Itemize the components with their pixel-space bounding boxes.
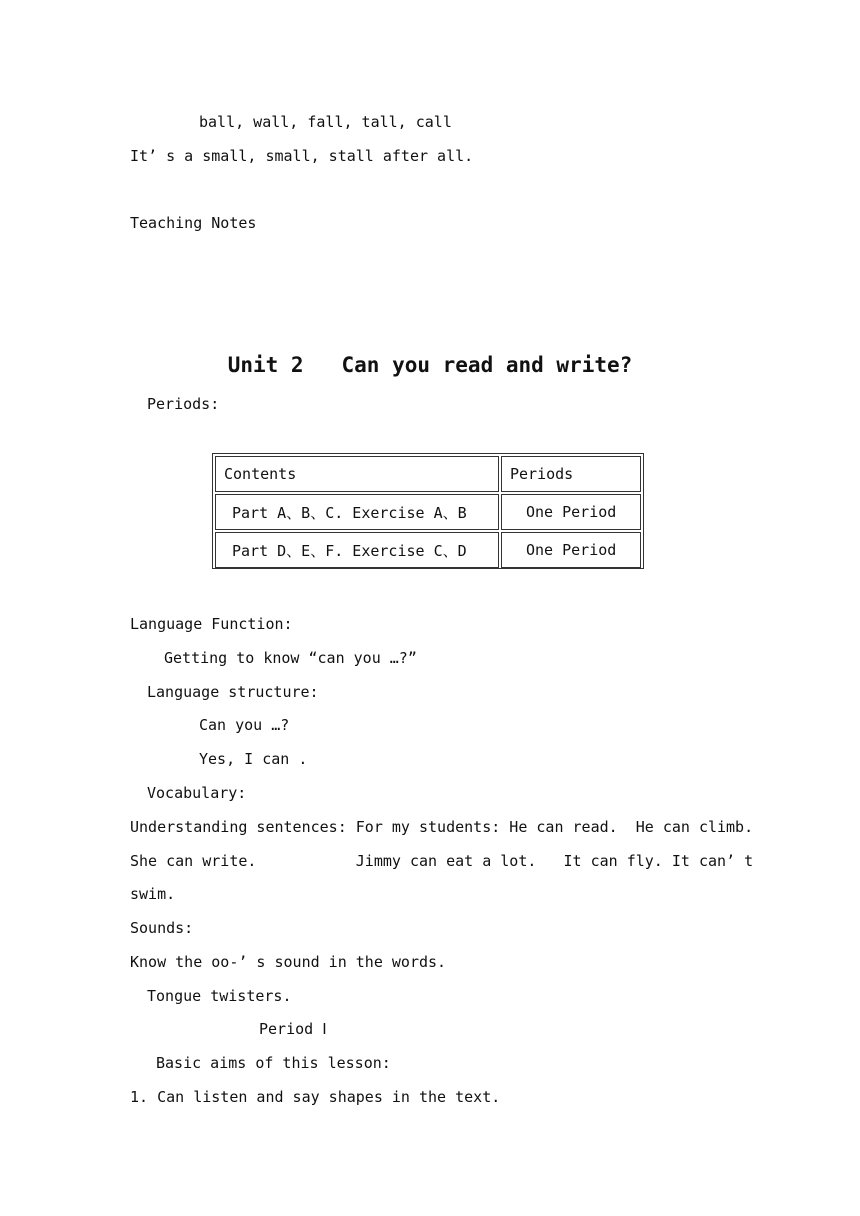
- table-cell-periods: One Period: [501, 494, 641, 530]
- table-row: [215, 494, 641, 530]
- rhyme-sentence-line: It’ s a small, small, stall after all.: [130, 147, 474, 165]
- table-header-contents: Contents: [215, 456, 499, 492]
- periods-label: Periods:: [147, 395, 220, 413]
- table-cell-contents: Part D、E、F. Exercise C、D: [215, 532, 499, 568]
- language-function-heading: Language Function:: [130, 615, 293, 633]
- understanding-line-3: swim.: [130, 885, 176, 903]
- table-row: [215, 532, 641, 568]
- table-header-periods: Periods: [501, 456, 641, 492]
- teaching-notes-heading: Teaching Notes: [130, 214, 257, 232]
- tongue-twisters-line: Tongue twisters.: [147, 987, 292, 1005]
- know-sound-line: Know the oo-’ s sound in the words.: [130, 953, 447, 971]
- language-structure-heading: Language structure:: [147, 683, 319, 701]
- understanding-line-1: Understanding sentences: For my students: He can read. He can climb.: [130, 818, 754, 836]
- basic-aims-heading: Basic aims of this lesson:: [156, 1054, 391, 1072]
- rhyme-words-line: ball, wall, fall, tall, call: [199, 113, 452, 131]
- table-header-row: [215, 456, 641, 492]
- understanding-line-2: She can write. Jimmy can eat a lot. It can fly. It can’ t: [130, 852, 754, 870]
- structure-answer: Yes, I can .: [199, 750, 308, 768]
- periods-table: [212, 453, 644, 569]
- vocabulary-heading: Vocabulary:: [147, 784, 247, 802]
- structure-question: Can you …?: [199, 716, 290, 734]
- sounds-heading: Sounds:: [130, 919, 194, 937]
- period-heading: Period Ⅰ: [259, 1020, 327, 1038]
- aim-item-1: 1. Can listen and say shapes in the text.: [130, 1088, 501, 1106]
- unit-title: Unit 2 Can you read and write?: [227, 353, 633, 377]
- table-cell-contents: Part A、B、C. Exercise A、B: [215, 494, 499, 530]
- table-cell-periods: One Period: [501, 532, 641, 568]
- getting-to-know-line: Getting to know “can you …?”: [164, 649, 417, 667]
